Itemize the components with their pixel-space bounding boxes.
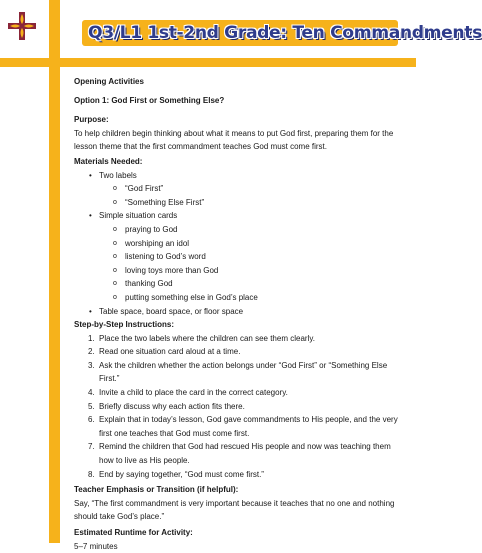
material-label: Two labels: [99, 170, 137, 180]
purpose-heading: Purpose:: [74, 115, 109, 125]
step-text: Remind the children that God had rescued His people and now was teaching them how to live as His people.: [99, 442, 391, 466]
page-title: Q3/L1 1st-2nd Grade: Ten Commandments: [88, 23, 482, 43]
list-item: • Table space, board space, or floor space: [89, 305, 404, 319]
document-body: [74, 72, 404, 553]
list-item: 3. Ask the children whether the action belongs under “God First” or “Something Else First.”: [88, 360, 388, 384]
section-heading-opening: Opening Activities: [74, 77, 144, 86]
material-label: Simple situation cards: [99, 211, 178, 221]
list-item: o praying to God: [113, 223, 404, 237]
sub-list: [113, 182, 404, 209]
list-item: 2. Read one situation card aloud at a time.: [88, 347, 241, 357]
list-item: [89, 209, 404, 304]
list-item: o putting something else in God’s place: [113, 291, 404, 305]
list-item: 1. Place the two labels where the children can see them clearly.: [88, 333, 315, 343]
steps-heading: Step-by-Step Instructions:: [74, 320, 175, 330]
list-item: o listening to God’s word: [113, 250, 404, 264]
list-item: 5. Briefly discuss why each action fits there.: [88, 401, 245, 411]
cross-horizontal-band: [0, 58, 416, 67]
steps-list: [88, 332, 404, 482]
option-title: Option 1: God First or Something Else?: [74, 95, 225, 105]
runtime-heading: Estimated Runtime for Activity:: [74, 528, 193, 537]
runtime-value: 5–7 minutes: [74, 541, 118, 551]
emphasis-text: Say, “The first commandment is very important because it teaches that no one and nothing should take God’s place.”: [74, 498, 395, 522]
step-text: Briefly discuss why each action fits there.: [99, 401, 245, 411]
list-item: 8. End by saying together, “God must come first.”: [88, 469, 264, 479]
cross-logo-icon: [6, 10, 38, 42]
emphasis-heading: Teacher Emphasis or Transition (if helpful):: [74, 485, 239, 495]
list-item: o “God First”: [113, 182, 404, 196]
cross-vertical-band: [49, 0, 60, 543]
sub-list: [113, 223, 404, 305]
list-item: 7. Remind the children that God had rescued His people and now was teaching them how to live as His people.: [88, 442, 391, 466]
list-item: 6. Explain that in today’s lesson, God gave commandments to His people, and the very first one teaches that God must come first.: [88, 415, 398, 438]
step-text: Place the two labels where the children can see them clearly.: [99, 333, 315, 343]
step-text: Ask the children whether the action belongs under “God First” or “Something Else First.”: [99, 360, 388, 384]
materials-heading: Materials Needed:: [74, 156, 143, 166]
list-item: [89, 169, 404, 210]
materials-list: [89, 169, 404, 319]
list-item: o loving toys more than God: [113, 264, 404, 278]
list-item: o worshiping an idol: [113, 237, 404, 251]
list-item: o thanking God: [113, 277, 404, 291]
step-text: Explain that in today’s lesson, God gave commandments to His people, and the very first one teaches that God must come first.: [99, 415, 398, 438]
step-text: End by saying together, “God must come first.”: [99, 469, 264, 479]
purpose-text: To help children begin thinking about what it means to put God first, preparing them for the lesson theme that the first commandment teaches God must come first.: [74, 128, 394, 152]
step-text: Read one situation card aloud at a time.: [99, 347, 241, 357]
list-item: 4. Invite a child to place the card in the correct category.: [88, 388, 288, 398]
step-text: Invite a child to place the card in the correct category.: [99, 388, 288, 398]
list-item: o “Something Else First”: [113, 196, 404, 210]
